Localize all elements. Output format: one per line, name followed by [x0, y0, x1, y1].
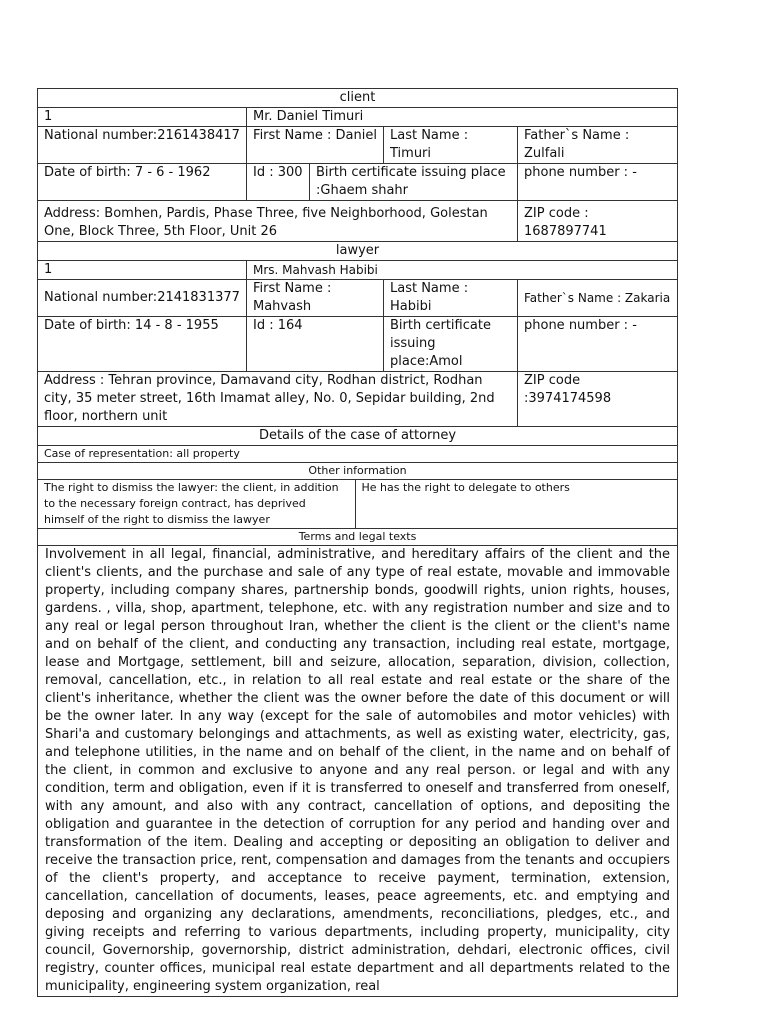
lawyer-phone: phone number : -: [518, 317, 678, 372]
client-address: Address: Bomhen, Pardis, Phase Three, five Neighborhood, Golestan One, Block Three, 5th Floor, Unit 26: [38, 201, 518, 242]
terms-header: Terms and legal texts: [38, 529, 678, 546]
case-representation: Case of representation: all property: [38, 446, 678, 463]
lawyer-name: Mrs. Mahvash Habibi: [247, 261, 678, 280]
client-index: 1: [38, 108, 247, 127]
client-date-of-birth: Date of birth: 7 - 6 - 1962: [38, 164, 247, 201]
lawyer-address: Address : Tehran province, Damavand city, Rodhan district, Rodhan city, 35 meter street, 16th Imamat alley, No. 0, Sepidar building, 2nd floor, northern unit: [38, 372, 518, 427]
delegate-right-text: He has the right to delegate to others: [361, 481, 570, 494]
client-id: Id : 300: [247, 164, 310, 201]
client-last-name: Last Name : Timuri: [384, 127, 518, 164]
lawyer-national-number: National number:2141831377: [38, 280, 247, 317]
client-national-number: National number:2161438417: [38, 127, 247, 164]
other-info-table: [38, 480, 677, 528]
lawyer-birth-certificate: Birth certificate issuing place:Amol: [384, 317, 518, 372]
dismiss-right-text: The right to dismiss the lawyer: the client, in addition to the necessary foreign contract, has deprived himself of the right to dismiss the lawyer: [38, 480, 355, 528]
client-first-name: First Name : Daniel: [247, 127, 384, 164]
client-zip: ZIP code : 1687897741: [518, 201, 678, 242]
client-header: client: [38, 89, 678, 108]
power-of-attorney-document: [37, 88, 677, 997]
other-info-header: Other information: [38, 463, 678, 480]
lawyer-header: lawyer: [38, 242, 678, 261]
client-birth-certificate: Birth certificate issuing place :Ghaem shahr: [310, 164, 518, 201]
terms-body: Involvement in all legal, financial, administrative, and hereditary affairs of the client and the client's clients, and the purchase and sale of any type of real estate, movable and immovable property, including company shares, partnership bonds, goodwill rights, union rights, houses, gardens. , villa, shop, apartment, telephone, etc. with any registration number and size and to any real or legal person throughout Iran, whether the client is the client or the client's name and on behalf of the client, and conducting any transaction, including real estate, mortgage, lease and Mortgage, settlement, bill and seizure, allocation, separation, division, collection, removal, cancellation, etc., in relation to all real estate and real estate or the share of the client's inheritance, whether the client was the owner before the date of this document or will be the owner later. In any way (except for the sale of automobiles and motor vehicles) with Shari'a and customary belongings and attachments, as well as existing water, electricity, gas, and telephone utilities, in the name and on behalf of the client, in the name and on behalf of the client, in common and exclusive to anyone and any real person. or legal and with any condition, term and obligation, even if it is transferred to oneself and transferred from oneself, with any amount, and also with any contract, cancellation of options, and depositing the obligation and guarantee in the detection of corruption for any period and handing over and transformation of the item. Dealing and accepting or depositing an obligation to deliver and receive the transaction price, rent, compensation and damages from the tenants and occupiers of the client's property, and acceptance to receive payment, termination, extension, cancellation, cancellation of documents, leases, peace agreements, etc. and emptying and deposing and organizing any declarations, amendments, reconciliations, pledges, etc., and giving receipts and referring to various departments, including property, municipality, city council, Governorship, governorship, district administration, dehdari, electronic offices, civil registry, counter offices, municipal real estate department and all departments related to the municipality, engineering system organization, real: [38, 546, 678, 997]
lawyer-last-name: Last Name : Habibi: [384, 280, 518, 317]
client-name: Mr. Daniel Timuri: [247, 108, 678, 127]
lawyer-first-name: First Name : Mahvash: [247, 280, 384, 317]
lawyer-father-name: Father`s Name : Zakaria: [518, 280, 678, 317]
attorney-table: [37, 88, 678, 997]
case-header: Details of the case of attorney: [38, 427, 678, 446]
lawyer-zip: ZIP code :3974174598: [518, 372, 678, 427]
client-father-name: Father`s Name : Zulfali: [518, 127, 678, 164]
lawyer-id: Id : 164: [247, 317, 384, 372]
client-phone: phone number : -: [518, 164, 678, 201]
lawyer-date-of-birth: Date of birth: 14 - 8 - 1955: [38, 317, 247, 372]
lawyer-index: 1: [38, 261, 247, 280]
